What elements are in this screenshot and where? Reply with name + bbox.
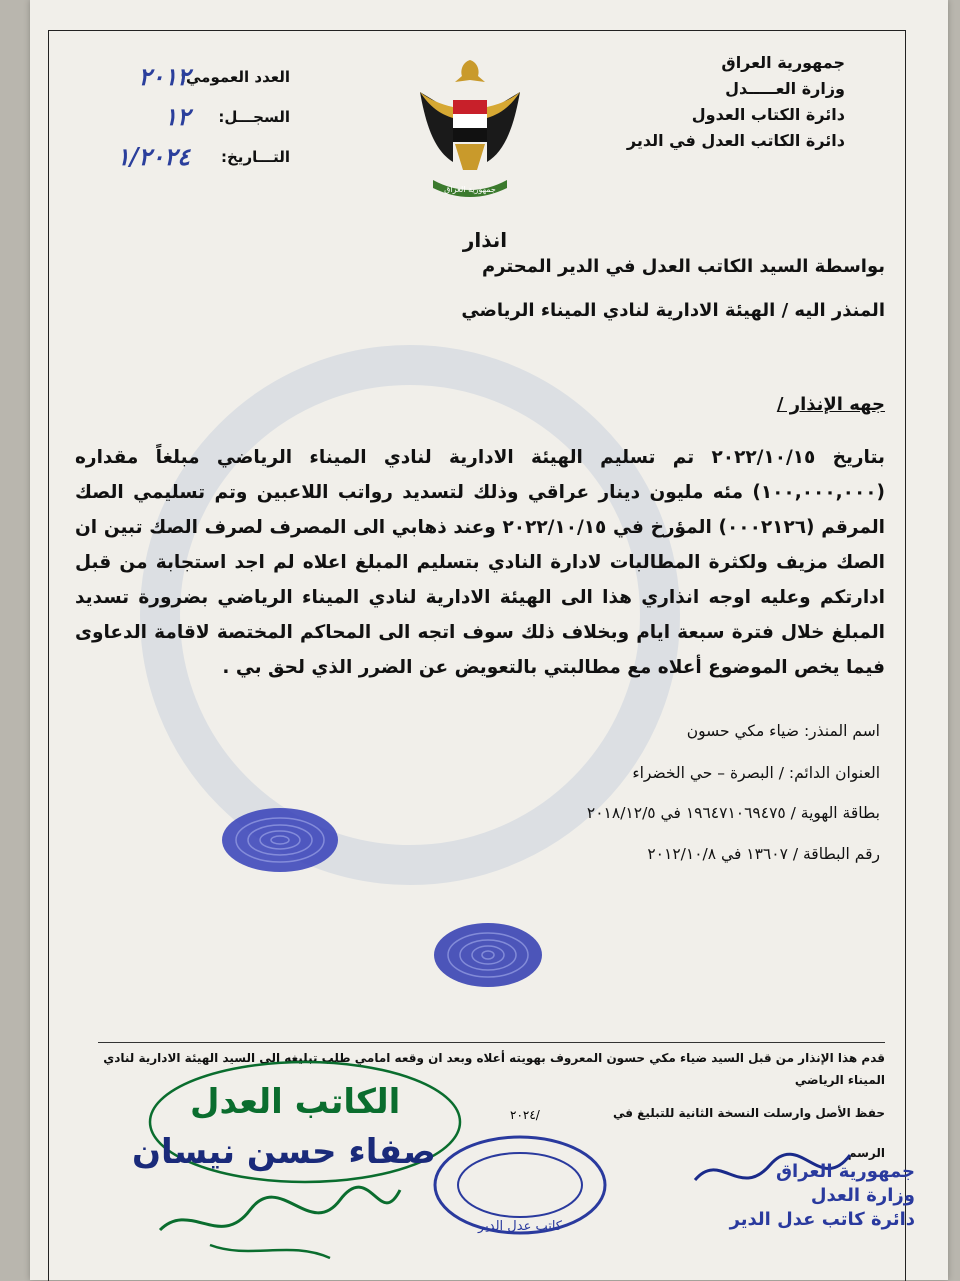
archive-year: ٢٠٢٤/ xyxy=(510,1108,540,1122)
document-title: انذار xyxy=(462,228,508,252)
header-office: دائرة الكاتب العدل في الدير xyxy=(626,131,845,150)
notary-name-stamp: صفاء حسن نيسان xyxy=(132,1132,436,1172)
attestation-text: قدم هذا الإنذار من قبل السيد ضياء مكي حسون المعروف بهويته أعلاه وبعد ان وقعه امامي طلب تبليغه الى السيد الهيئة الادارية لنادي الميناء الرياضي xyxy=(98,1042,885,1091)
sender-card-number: رقم البطاقة / ١٣٦٠٧ في ٢٠١٢/١٠/٨ xyxy=(647,845,880,863)
section-heading: جهه الإنذار / xyxy=(776,394,885,415)
date-label: التـــاريخ: xyxy=(221,148,290,166)
stamp-republic: جمهورية العراق xyxy=(775,1161,915,1182)
stamp-ministry: وزارة العدل xyxy=(810,1185,915,1206)
sender-address: العنوان الدائم: / البصرة – حي الخضراء xyxy=(632,764,880,782)
register-label: السجـــل: xyxy=(218,108,290,126)
emblem-caption: جمهورية العراق xyxy=(444,185,496,194)
document-metadata xyxy=(70,62,290,188)
fee-label: الرسم xyxy=(847,1146,885,1160)
register-value: ١٢ xyxy=(164,102,190,131)
header-ministry: وزارة العـــــدل xyxy=(725,79,845,98)
stamp-office: دائرة كاتب عدل الدير xyxy=(729,1209,915,1230)
office-stamp xyxy=(585,1160,915,1280)
via-notary: بواسطة السيد الكاتب العدل في الدير المحترم xyxy=(481,256,885,277)
letterhead xyxy=(585,50,845,154)
fingerprint-1-icon xyxy=(215,800,345,880)
round-stamp-text: كاتب عدل الدير xyxy=(477,1219,563,1234)
notice-body: بتاريخ ٢٠٢٢/١٠/١٥ تم تسليم الهيئة الادارية لنادي الميناء الرياضي مبلغاً مقداره (١٠٠,٠٠٠,٠٠٠) مئه مليون دينار عراقي وذلك لتسديد رواتب اللاعبين وتم تسليمي الصك المرقم (٠٠٠٢١٢٦) المؤرخ في ٢٠٢٢/١٠/١٥ وعند ذهابي الى المصرف لصرف الصك تبين ان الصك مزيف ولكثرة المطالبات لادارة النادي بتسليم المبلغ اعلاه لم اجد استجابة من قبل ادارتكم وعليه اوجه انذاري هذا الى الهيئة الادارية لنادي الميناء الرياضي بضرورة تسديد المبلغ خلال فترة سبعة ايام وبخلاف ذلك سوف اتجه الى المحاكم المختصة لاقامة الدعاوى فيما يخص الموضوع أعلاه مع مطالبتي بالتعويض عن الضرر الذي لحق بي . xyxy=(75,447,886,678)
addressee: المنذر اليه / الهيئة الادارية لنادي الميناء الرياضي xyxy=(461,300,885,321)
date-value: ١/٢٠٢٤ xyxy=(116,142,190,171)
archive-text: حفظ الأصل وارسلت النسخة الثانية للتبليغ في xyxy=(613,1106,885,1120)
header-republic: جمهورية العراق xyxy=(721,53,845,72)
notary-title-stamp: الكاتب العدل xyxy=(190,1082,401,1122)
general-number-value: ٢٠١٢ xyxy=(138,62,190,91)
iraq-eagle-emblem-icon xyxy=(415,52,525,202)
header-department: دائرة الكتاب العدول xyxy=(691,105,845,124)
fingerprint-2-icon xyxy=(428,915,548,995)
sender-id-card: بطاقة الهوية / ١٩٦٤٧١٠٦٩٤٧٥ في ٢٠١٨/١٢/٥ xyxy=(586,804,880,822)
handwritten-signature-icon xyxy=(150,1170,410,1270)
sender-name: اسم المنذر: ضياء مكي حسون xyxy=(686,722,880,740)
general-number-label: العدد العمومي: xyxy=(180,68,290,86)
